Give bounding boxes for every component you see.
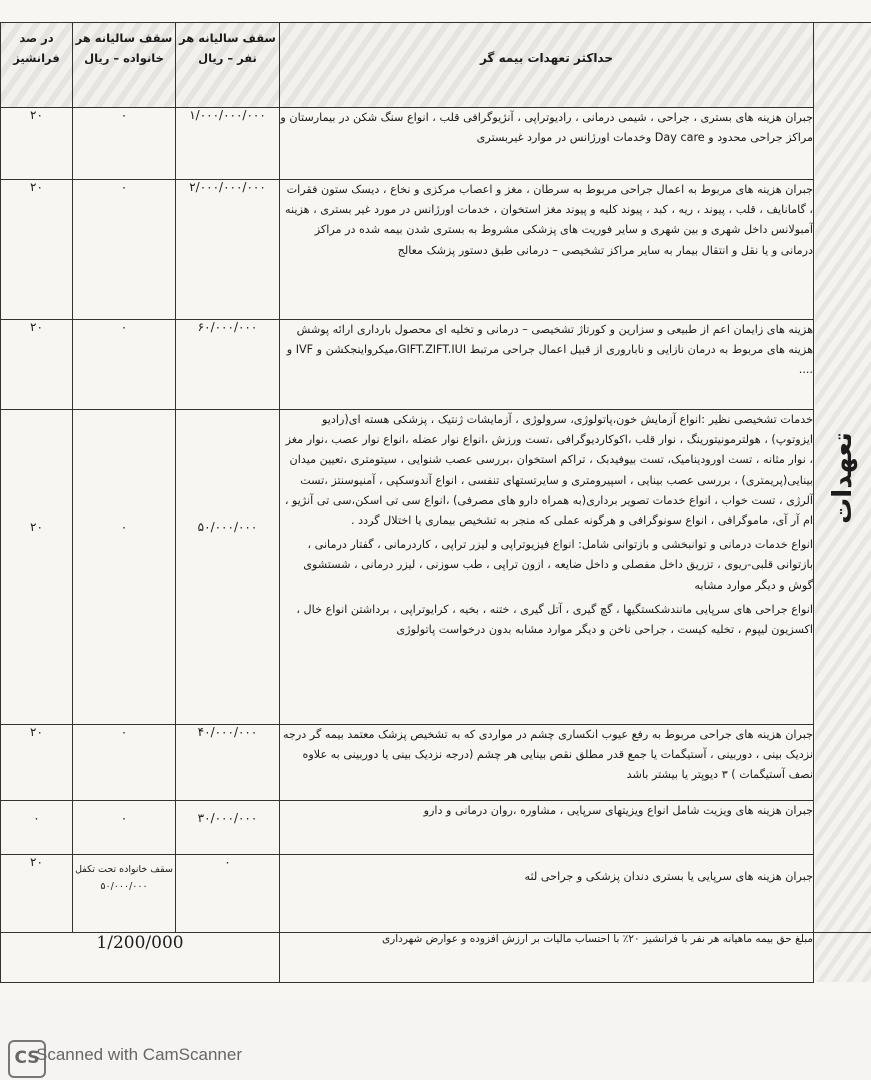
coverage-paragraph: جبران هزینه های جراحی مربوط به رفع عیوب انکساری چشم در مواردی که به تشخیص پزشک معتمد بیمه گر درجه نزدیک بینی ، دوربینی ، آستیگمات یا جمع قدر مطلق نقص بینایی هر چشم (درجه نزدیک بینی یا دوربینی به علاوه نصف آستیگمات ) ۳ دیوپتر یا بیشتر باشد: [282, 728, 813, 782]
table-row: [1, 108, 871, 180]
camscanner-watermark: Scanned with CamScanner: [36, 1045, 243, 1064]
coverage-paragraph: انواع جراحی های سرپایی مانندشکستگیها ، گچ گیری ، آتل گیری ، ختنه ، بخیه ، کرایوتراپی ، برداشتن انواع خال ، اکسزیون لیپوم ، تخلیه کیست ، جراحی ناخن و دیگر موارد مشابه بدون درخواست پاتولوژی: [296, 602, 813, 637]
per-person-cell: ۳۰/۰۰۰/۰۰۰: [176, 801, 280, 855]
header-per-family: [73, 23, 176, 108]
per-family-cell: ۰: [73, 725, 176, 801]
franchise-cell: ۲۰: [1, 410, 73, 725]
per-person-cell: ۲/۰۰۰/۰۰۰/۰۰۰: [176, 180, 280, 320]
coverage-desc: [280, 320, 814, 410]
coverage-paragraph: جبران هزینه های ویزیت شامل انواع ویزیتهای سرپایی ، مشاوره ،روان درمانی و دارو: [423, 804, 813, 817]
header-coverage-text: حداکثر تعهدات بیمه گر: [479, 51, 614, 65]
header-per-family-text: سقف سالیانه هر خانواده – ریال: [75, 31, 173, 65]
per-person-cell: ۵۰/۰۰۰/۰۰۰: [176, 410, 280, 725]
coverage-desc: [280, 108, 814, 180]
coverage-desc: [280, 855, 814, 933]
per-person-cell: ۰: [176, 855, 280, 933]
premium-total: 1/200/000: [1, 933, 280, 983]
per-family-cell: ۰: [73, 320, 176, 410]
table-row: [1, 855, 871, 933]
premium-row: [1, 933, 871, 983]
header-franchise: [1, 23, 73, 108]
table-header-row: [1, 23, 871, 108]
table-row: [1, 180, 871, 320]
franchise-cell: ۲۰: [1, 320, 73, 410]
coverage-desc: [280, 801, 814, 855]
coverage-paragraph: هزینه های زایمان اعم از طبیعی و سزارین و کورتاژ تشخیصی – درمانی و تخلیه ای محصول بارداری ارائه پوشش هزینه های مربوط به درمان نازایی و ناباروری از قبیل اعمال جراحی مرتبط GIFT.ZIFT.IUI،میکرواینجکشن و IVF و ....: [286, 323, 813, 377]
table-row: [1, 410, 871, 725]
header-per-person: [176, 23, 280, 108]
header-franchise-text: در صد فرانشیز: [13, 31, 60, 65]
coverage-paragraph: جبران هزینه های مربوط به اعمال جراحی مربوط به سرطان ، مغز و اعصاب مرکزی و نخاع ، دیسک ستون فقرات ، گامانایف ، قلب ، پیوند ، ریه ، کبد ، پیوند کلیه و پیوند مغز استخوان ، خدمات اورژانس در مورد غیر بستری ، هزینه آمبولانس داخل شهری و بین شهری و سایر فوریت های پزشکی مشروط به بستری شدن بیمه شده در مراکز درمانی و یا نقل و انتقال بیمار به سایر مراکز تشخیصی – درمانی طبق دستور پزشک معالج: [284, 183, 813, 257]
coverage-paragraph: جبران هزینه های بستری ، جراحی ، شیمی درمانی ، رادیوتراپی ، آنژیوگرافی قلب ، انواع سنگ شکن در بیمارستان و مراکز جراحی محدود و Day care وخدمات اورژانس در موارد غیربستری: [280, 111, 813, 145]
table-row: [1, 801, 871, 855]
per-person-cell: ۶۰/۰۰۰/۰۰۰: [176, 320, 280, 410]
header-coverage: [280, 23, 814, 108]
coverage-desc: [280, 410, 814, 725]
per-family-cell: ۰: [73, 801, 176, 855]
per-person-cell: ۴۰/۰۰۰/۰۰۰: [176, 725, 280, 801]
coverage-desc: [280, 180, 814, 320]
franchise-cell: ۲۰: [1, 108, 73, 180]
per-person-cell: ۱/۰۰۰/۰۰۰/۰۰۰: [176, 108, 280, 180]
camscanner-logo-icon: CS: [8, 1040, 46, 1078]
side-label: تعهدات: [827, 431, 858, 524]
header-per-person-text: سقف سالیانه هر نفر – ریال: [179, 31, 276, 65]
per-family-cell: ۰: [73, 410, 176, 725]
franchise-cell: ۰: [1, 801, 73, 855]
table-row: [1, 320, 871, 410]
per-family-cell: ۰: [73, 180, 176, 320]
coverage-table: [0, 22, 871, 983]
per-family-cell: ۰: [73, 108, 176, 180]
per-family-cell: [73, 855, 176, 933]
coverage-paragraph: خدمات تشخیصی نظیر :انواع آزمایش خون،پاتولوژی، سرولوژی ، آزمایشات ژنتیک ، پزشکی هسته ای(رادیو ایزوتوپ) ، هولترمونیتورینگ ، نوار قلب ،اکوکاردیوگرافی ،تست ورزش ،انواع نوار عضله ،انواع نوار عصب ،نوار مغز ، نوار مثانه ، تست اورودینامیک، تست بیوفیدبک ، تراکم استخوان ،بررسی عصب شنوایی ، سیتومتری ،تعیین میدان بینایی(پریمتری) ، بررسی عصب بینایی ، اسپیرومتری و سایرتستهای تنفسی ، انواع آندوسکپی ، آمنیوسنتز ،تست آلرژی ، تست خواب ، انواع خدمات تصویر برداری(به همراه دارو های مصرفی) ،انواع سی تی اسکن،سی تی آنژیو ، ام آر آی، ماموگرافی ، انواع سونوگرافی و هرگونه عملی که منجر به تشخیص بیماری یا اختلال گردد .: [284, 413, 813, 528]
franchise-cell: ۲۰: [1, 725, 73, 801]
coverage-paragraph: جبران هزینه های سرپایی یا بستری دندان پزشکی و جراحی لثه: [524, 870, 813, 883]
table-row: [1, 725, 871, 801]
coverage-desc: [280, 725, 814, 801]
coverage-paragraph: انواع خدمات درمانی و توانبخشی و بازتوانی شامل: انواع فیزیوتراپی و لیزر تراپی ، کاردرمانی ، گفتار درمانی ، بازتوانی قلبی-ریوی ، تزریق داخل مفصلی و داخل ضایعه ، ازون تراپی ، طب سوزنی ، لیزر درمانی ، شستشوی گوش و دیگر موارد مشابه: [303, 538, 813, 592]
franchise-cell: ۲۰: [1, 180, 73, 320]
side-label-cell: [814, 23, 871, 933]
premium-description: مبلغ حق بیمه ماهیانه هر نفر با فرانشیز ۲۰٪ با احتساب مالیات بر ارزش افزوده و عوارض شهرداری: [280, 933, 814, 983]
franchise-cell: ۲۰: [1, 855, 73, 933]
family-ceiling-note: سقف خانواده تحت تکفل ۵۰/۰۰۰/۰۰۰: [75, 864, 173, 893]
